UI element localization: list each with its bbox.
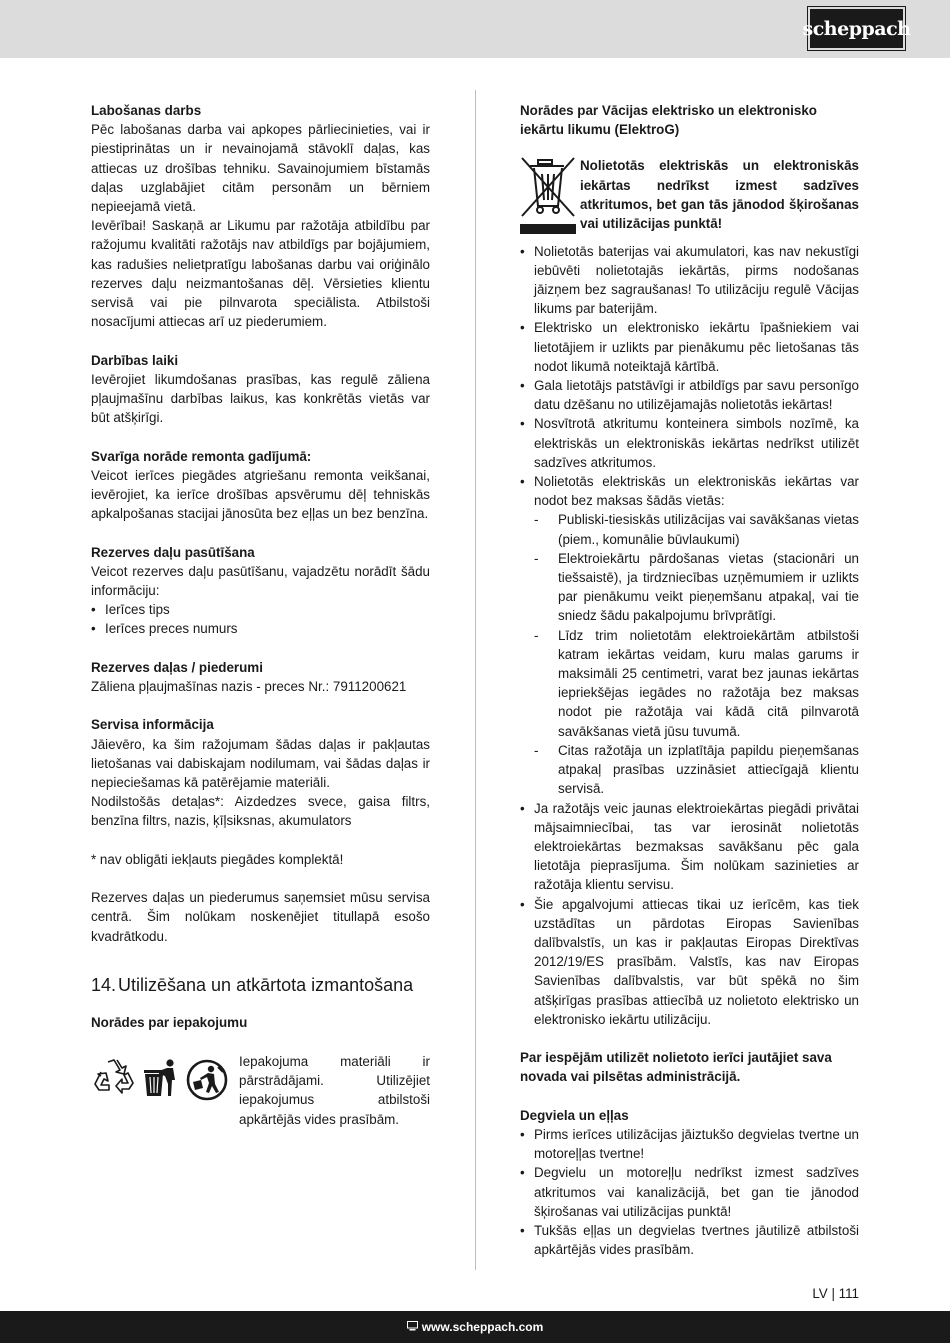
service-paragraph-3: Rezerves daļas un piederumus saņemsiet mūsu servisa centrā. Šim nolūkam noskenējiet titullapā esošo kvadrātkodu. (91, 890, 430, 944)
brand-logo[interactable] (802, 9, 911, 48)
fuel-heading: Degviela un eļļas (520, 1107, 629, 1123)
list-item: - Publiski-tiesiskās utilizācijas vai savākšanas vietas (piem., komunālie būvlaukumi) (520, 510, 859, 548)
elektrog-heading: Norādes par Vācijas elektrisko un elektronisko iekārtu likumu (ElektroG) (520, 103, 817, 138)
list-item: • Ja ražotājs veic jaunas elektroiekārtas piegādi privātai mājsaimniecībai, tas var ierosināt nolietotās elektroiekārtas bezmaksas savākšanu pēc gala lietotāja pieprasījuma. Šim nolūkam sazinieties ar ražotāja klientu servisu. (520, 799, 859, 895)
crossed-bin-icon (520, 156, 576, 236)
parts-heading: Rezerves daļas / piederumi (91, 659, 263, 675)
important-paragraph: Veicot ierīces piegādes atgriešanu remonta veikšanai, ievērojiet, ka ierīce drošības apsvērumu dēļ tehniskās apkalpošanas stacijai jānosūta bez eļļas un bez benzīna. (91, 467, 430, 522)
municipal-paragraph: Par iespējām utilizēt nolietoto ierīci jautājiet sava novada vai pilsētas administrācijā. (520, 1050, 832, 1085)
page-number: LV | 111 (812, 1286, 859, 1301)
repair-heading: Labošanas darbs (91, 103, 202, 118)
waste-bin-person-icon (141, 1058, 181, 1098)
service-heading: Servisa informācija (91, 717, 214, 733)
repair-paragraph-2: Ievērībai! Saskaņā ar Likumu par ražotāja atbildību par ražojumu kvalitāti ražotājs nav atbildīgs par bojājumiem, kas radušies nelietpratīgu labošanas darbu vai oriģinālo rezerves daļu neizmantošanas dēļ. Vērsieties klientu servisā vai pie pilnvarota speciālista. Atbilstoši nosacījumi attiecas arī uz piederumiem. (91, 218, 430, 330)
list-item: • Ierīces preces numurs (91, 619, 430, 638)
fuel-list (520, 1125, 859, 1259)
list-item: - Citas ražotāja un izplatītāja papildu pieņemšanas atpakaļ prasības uzzināsiet attiecīgajā klientu servisā. (520, 741, 859, 799)
green-dot-recycling-icon (185, 1058, 229, 1102)
packaging-block (91, 1052, 430, 1129)
collection-points-list (520, 510, 859, 798)
packaging-heading: Norādes par iepakojumu (91, 1014, 248, 1030)
service-paragraph-1: Jāievēro, ka šim ražojumam šādas daļas ir pakļautas lietošanas vai dabiskajam nodilumam, vai šādas daļas ir nepieciešamas kā patērējamie materiāli. (91, 736, 430, 791)
order-list (91, 600, 430, 638)
list-item: • Gala lietotājs patstāvīgi ir atbildīgs par savu personīgo datu dzēšanu no utilizējamajās nolietotās iekārtas! (520, 376, 859, 414)
list-item: • Nosvītrotā atkritumu konteinera simbols nozīmē, ka elektriskās un elektroniskās iekārtas nedrīkst utilizēt sadzīves atkritumos. (520, 414, 859, 472)
order-paragraph: Veicot rezerves daļu pasūtīšanu, vajadzētu norādīt šādu informāciju: (91, 563, 430, 599)
elektrog-list (520, 242, 859, 1029)
service-paragraph-2: Nodilstošās detaļas*: Aizdedzes svece, gaisa filtrs, benzīna filtrs, nazis, ķīļsiksnas, akumulators (91, 794, 430, 829)
packaging-paragraph: Iepakojuma materiāli ir pārstrādājami. Utilizējiet iepakojumus atbilstoši apkārtējās vides prasībām. (239, 1054, 430, 1127)
recycle-icon (91, 1058, 137, 1098)
list-item-text: Nolietotās elektriskās un elektroniskās iekārtas var nodot bez maksas šādās vietās: (534, 474, 859, 509)
list-item: - Līdz trim nolietotām elektroiekārtām atbilstoši katram iekārtas veidam, kuru malas garums ir maksimāli 25 centimetri, varat bez jaunas iekārtas iepriekšējas iegādes no ražotāja bez maksas nodot pie ražotāja vai kādā citā pilnvarotā savākšanas vietā jūsu tuvumā. (520, 626, 859, 741)
repair-paragraph-1: Pēc labošanas darba vai apkopes pārliecinieties, vai ir piestiprinātas un ir nevainojamā stāvoklī daļas, kas attiecas uz drošības tehniku. Savainojumiem bīstamās daļas uzglabājiet citām personām un bērniem nepieejamā vietā. (91, 122, 430, 215)
footer-bar (0, 1311, 950, 1343)
order-heading: Rezerves daļu pasūtīšana (91, 544, 255, 560)
weee-paragraph: Nolietotās elektriskās un elektroniskās iekārtas nedrīkst izmest sadzīves atkritumos, bet gan tās jānodod šķirošanas vai utilizācijas punktā! (580, 158, 859, 232)
column-divider (475, 90, 476, 1270)
left-column (91, 101, 430, 1129)
header-bar (0, 0, 950, 58)
service-footnote: * nav obligāti iekļauts piegādes komplektā! (91, 851, 344, 867)
hours-paragraph: Ievērojiet likumdošanas prasības, kas regulē zāliena pļaujmašīnu darbības laikus, kas konkrētās vietās var būt atšķirīgi. (91, 371, 430, 426)
parts-paragraph: Zāliena pļaujmašīnas nazis - preces Nr.: 7911200621 (91, 679, 407, 695)
section-number: 14. (91, 974, 117, 995)
list-item: • Degvielu un motoreļļu nedrīkst izmest sadzīves atkritumos vai kanalizācijā, bet gan tie jānodod šķirošanas vai utilizācijas punktā! (520, 1163, 859, 1221)
packaging-icons (91, 1052, 239, 1102)
list-item: • Pirms ierīces utilizācijas jāiztukšo degvielas tvertne un motoreļļas tvertne! (520, 1125, 859, 1163)
hours-heading: Darbības laiki (91, 352, 179, 368)
list-item (520, 472, 859, 798)
right-column (520, 101, 859, 1259)
list-item: • Tukšās eļļas un degvielas tvertnes jāutilizē atbilstoši apkārtējās vides prasībām. (520, 1221, 859, 1259)
important-heading: Svarīga norāde remonta gadījumā: (91, 448, 312, 464)
brand-logo-text: scheppach (802, 17, 911, 40)
weee-block (520, 156, 859, 241)
weee-symbol (520, 156, 580, 241)
list-item: • Šie apgalvojumi attiecas tikai uz ierīcēm, kas tiek uzstādītas un pārdotas Eiropas Savienības dalībvalstīs, un kas ir pakļautas Eiropas Direktīvas 2012/19/ES prasībām. Valstīs, kas nav Eiropas Savienības dalībvalstis, var būt spēkā no šim atšķirīgas prasības attiecībā uz nolietoto elektrisko un elektronisko iekārtu utilizāciju. (520, 895, 859, 1029)
list-item: • Elektrisko un elektronisko iekārtu īpašniekiem vai lietotājiem ir uzlikts par pienākumu pēc lietošanas tās nodot likumā noteiktajā kārtībā. (520, 318, 859, 376)
list-item: - Elektroiekārtu pārdošanas vietas (stacionāri un tiešsaistē), ja tirdzniecības uzņēmumiem ir uzlikts par pienākumu veikt pieņemšanu atpakaļ, vai tie sniedz šādu pakalpojumu brīvprātīgi. (520, 549, 859, 626)
list-item: • Ierīces tips (91, 600, 430, 619)
section-title (91, 976, 430, 995)
website-link[interactable]: www.scheppach.com (421, 1320, 544, 1334)
monitor-icon (407, 1320, 418, 1334)
section-title-text: Utilizēšana un atkārtota izmantošana (118, 974, 414, 995)
list-item: • Nolietotās baterijas vai akumulatori, kas nav nekustīgi iebūvēti nolietotajās iekārtās, pirms nodošanas jāizņem bez sagraušanas! To utilizāciju regulē Vācijas likums par baterijām. (520, 242, 859, 319)
